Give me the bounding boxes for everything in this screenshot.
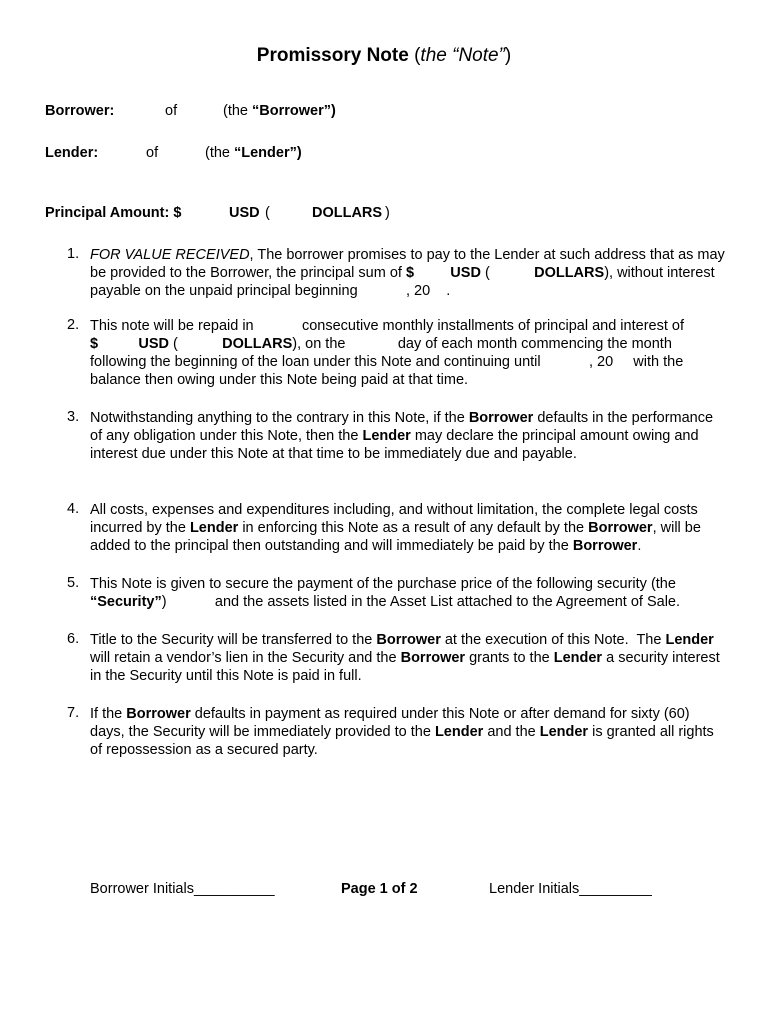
term-text-segment: defaults in the performance of any obligation under this Note, then the xyxy=(90,410,714,444)
term-text-segment: Lender xyxy=(434,724,484,740)
term-text xyxy=(90,409,725,463)
term-number: 2. xyxy=(67,317,80,333)
term-text-segment: ( xyxy=(169,336,223,352)
term-text-segment: grants to the xyxy=(465,650,554,666)
term-text-segment: All costs, expenses and expenditures including, and without limitation, the complete legal costs incurred by the xyxy=(90,502,698,536)
term-text xyxy=(90,246,725,300)
term-text-segment: $ xyxy=(90,336,99,352)
term-text-segment: Lender xyxy=(189,520,239,536)
document-title xyxy=(0,45,768,67)
term-text-segment: defaults in payment as required under this Note or after demand for sixty (60) days, the Security will be immediately provided to the xyxy=(90,706,690,740)
principal-usd: USD xyxy=(229,205,260,221)
borrower-the-clause xyxy=(223,103,336,119)
lender-name: “Lender”) xyxy=(234,145,302,161)
lender-label: Lender: xyxy=(45,145,99,161)
term-text-segment: is granted all rights of repossession as a secured party. xyxy=(90,724,714,758)
term-number: 6. xyxy=(67,631,80,647)
principal-dollars: DOLLARS xyxy=(312,205,383,221)
term-text-segment: This Note is given to secure the payment of the purchase price of the following security (the xyxy=(90,576,676,592)
term-text xyxy=(90,501,725,555)
term-text-segment: , The borrower promises to pay to the Lender at such address that as may be provided to the Borrower, the principal sum of xyxy=(90,247,725,281)
term-text-segment: DOLLARS xyxy=(534,265,605,281)
term-text-segment: , will be added to the principal then outstanding and will immediately be paid by the xyxy=(90,520,701,554)
term-text-segment: Borrower xyxy=(468,410,534,426)
term-text-segment: If the xyxy=(90,706,127,722)
term-text-segment: USD xyxy=(450,265,481,281)
term-text-segment: . xyxy=(637,538,642,554)
title-paren-close: ) xyxy=(504,45,512,66)
term-text-segment xyxy=(414,265,450,281)
lender-the: (the xyxy=(205,145,235,161)
borrower-initials: Borrower Initials__________ xyxy=(90,881,275,897)
term-text-segment: Lender xyxy=(553,650,603,666)
term-number: 7. xyxy=(67,705,80,721)
term-text xyxy=(90,575,725,611)
term-text-segment: DOLLARS xyxy=(222,336,293,352)
term-text-segment: ( xyxy=(480,265,535,281)
term-text-segment: ) and the assets listed in the Asset List attached to the Agreement of Sale. xyxy=(161,594,681,610)
term-text xyxy=(90,705,725,759)
term-number: 1. xyxy=(67,246,80,262)
borrower-of: of xyxy=(165,103,178,119)
term-text-segment xyxy=(98,336,138,352)
lender-the-clause xyxy=(205,145,302,161)
borrower-label: Borrower: xyxy=(45,103,115,119)
term-text-segment: in enforcing this Note as a result of any default by the xyxy=(238,520,589,536)
term-text-segment: “Security” xyxy=(90,594,162,610)
term-text-segment: USD xyxy=(138,336,169,352)
term-text-segment: Borrower xyxy=(588,520,653,536)
term-text-segment: Title to the Security will be transferred to the xyxy=(90,632,377,648)
term-text-segment: Borrower xyxy=(376,632,441,648)
term-text-segment: FOR VALUE RECEIVED xyxy=(90,247,250,263)
term-number: 5. xyxy=(67,575,80,591)
term-text-segment: Borrower xyxy=(126,706,191,722)
term-text xyxy=(90,631,725,685)
term-text-segment: and the xyxy=(483,724,540,740)
term-text-segment: Lender xyxy=(362,428,411,444)
title-paren-open: ( xyxy=(408,45,421,66)
title-main: Promissory Note xyxy=(256,45,409,66)
term-text-segment: Notwithstanding anything to the contrary in this Note, if the xyxy=(90,410,469,426)
term-text-segment: may declare the principal amount owing and interest due under this Note at that time to be immediately due and payable. xyxy=(90,428,699,462)
term-text-segment: at the execution of this Note. The xyxy=(440,632,666,648)
term-number: 4. xyxy=(67,501,80,517)
principal-close: ) xyxy=(385,205,390,221)
term-text-segment: ), without interest payable on the unpaid principal beginning , 20 . xyxy=(90,265,715,299)
page-number: Page 1 of 2 xyxy=(341,881,418,897)
term-text-segment: Lender xyxy=(665,632,714,648)
lender-of: of xyxy=(146,145,159,161)
title-italic: the “Note” xyxy=(420,45,505,66)
lender-initials: Lender Initials_________ xyxy=(489,881,652,897)
borrower-the: (the xyxy=(223,103,253,119)
borrower-name: “Borrower”) xyxy=(252,103,336,119)
principal-label: Principal Amount: $ xyxy=(45,205,182,221)
term-text-segment: will retain a vendor’s lien in the Security and the xyxy=(90,650,401,666)
term-text-segment: ), on the day of each month commencing the month following the beginning of the loan under this Note and continuing until , 20 with the balance then owing under this Note being paid at that time. xyxy=(90,336,684,388)
term-text-segment: This note will be repaid in consecutive monthly installments of principal and interest of xyxy=(90,318,684,334)
term-number: 3. xyxy=(67,409,80,425)
principal-paren: ( xyxy=(265,205,270,221)
term-text-segment: Borrower xyxy=(572,538,638,554)
term-text-segment: Borrower xyxy=(400,650,466,666)
term-text-segment: Lender xyxy=(539,724,589,740)
term-text-segment: $ xyxy=(405,265,415,281)
term-text xyxy=(90,317,725,389)
term-text-segment: a security interest in the Security until this Note is paid in full. xyxy=(90,650,720,684)
